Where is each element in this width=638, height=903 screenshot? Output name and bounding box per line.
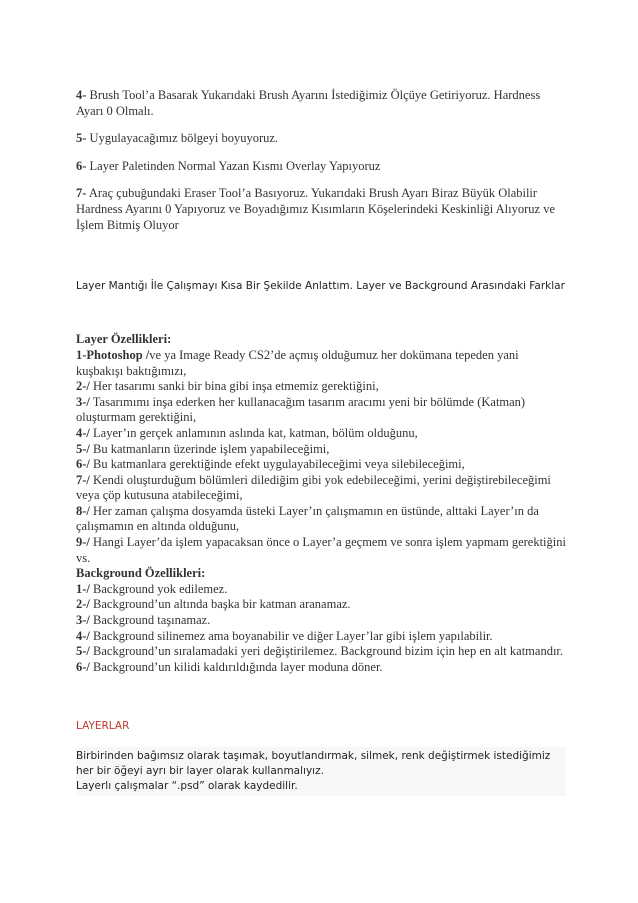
item-number: 9-/ [76, 535, 90, 550]
background-features-heading: Background Özellikleri: [76, 566, 206, 581]
item-text: Kendi oluşturduğum bölümleri dilediğim gibi yok edebileceğimi, yerini değiştirebileceğimi veya çöp kutusuna atabileceğimi, [76, 472, 551, 503]
background-feature-item [76, 660, 566, 676]
item-text: Tasarımımı inşa ederken her kullanacağım tasarım aracımı yeni bir bölümde (Katman) oluşturmam gerektiğini, [76, 394, 526, 425]
step-item [76, 88, 566, 119]
item-number: 5-/ [76, 644, 90, 659]
step-text: Araç çubuğundaki Eraser Tool’a Basıyoruz. Yukarıdaki Brush Ayarı Biraz Büyük Olabilir Hardness Ayarını 0 Yapıyoruz ve Boyadığımız Kısımların Köşelerindeki Keskinliği Alıyoruz ve İşlem Bitmiş Oluyor [76, 186, 555, 232]
step-text: Brush Tool’a Basarak Yukarıdaki Brush Ayarını İstediğimiz Ölçüye Getiriyoruz. Hardness Ayarı 0 Olmalı. [76, 88, 541, 118]
item-text: Background taşınamaz. [93, 613, 211, 628]
item-number: 6-/ [76, 659, 90, 674]
item-number: 1-Photoshop / [76, 347, 150, 362]
step-item [76, 186, 566, 233]
background-feature-item [76, 613, 566, 629]
layer-feature-item [76, 473, 566, 504]
item-number: 6-/ [76, 457, 90, 472]
layer-feature-item [76, 348, 566, 379]
item-number: 2-/ [76, 379, 90, 394]
item-number: 4-/ [76, 425, 90, 440]
item-text: Layer’ın gerçek anlamının aslında kat, katman, bölüm olduğunu, [93, 425, 418, 440]
layer-feature-item [76, 395, 566, 426]
item-number: 1-/ [76, 581, 90, 596]
step-item [76, 159, 566, 175]
step-text: Layer Paletinden Normal Yazan Kısmı Overlay Yapıyoruz [89, 158, 381, 173]
step-number: 4- [76, 88, 87, 102]
layerlar-heading: LAYERLAR [76, 720, 130, 733]
item-text: Bu katmanların üzerinde işlem yapabileceğimi, [93, 441, 330, 456]
layerlar-section [76, 719, 566, 796]
layer-feature-item [76, 379, 566, 395]
item-text: Her tasarımı sanki bir bina gibi inşa etmemiz gerektiğini, [93, 379, 379, 394]
item-text: ve ya Image Ready CS2’de açmış olduğumuz her dokümana tepeden yani kuşbakışı baktığımızı, [76, 347, 519, 378]
item-text: Background’un sıralamadaki yeri değiştirilemez. Background bizim için hep en alt katmandır. [93, 644, 564, 659]
step-item [76, 131, 566, 147]
item-text: Background silinemez ama boyanabilir ve diğer Layer’lar gibi işlem yapılabilir. [93, 628, 493, 643]
layer-feature-item [76, 426, 566, 442]
item-text: Background’un altında başka bir katman aranamaz. [93, 597, 351, 612]
item-text: Bu katmanlara gerektiğinde efekt uygulayabileceğimi veya silebileceğimi, [93, 457, 465, 472]
item-text: Hangi Layer’da işlem yapacaksan önce o Layer’a geçmem ve sonra işlem yapmam gerektiğini vs. [76, 535, 566, 565]
item-number: 4-/ [76, 628, 90, 643]
document-page [76, 88, 566, 796]
background-feature-item [76, 629, 566, 645]
item-number: 5-/ [76, 441, 90, 456]
item-text: Background’un kilidi kaldırıldığında layer moduna döner. [93, 659, 383, 674]
layer-feature-item [76, 442, 566, 458]
item-number: 2-/ [76, 597, 90, 612]
layer-feature-item [76, 535, 566, 566]
layerlar-box [76, 747, 566, 797]
step-number: 7- [76, 186, 87, 201]
steps-block [76, 88, 566, 233]
step-number: 5- [76, 131, 87, 146]
step-number: 6- [76, 158, 87, 173]
layerlar-line: Layerlı çalışmalar “.psd” olarak kaydedilir. [76, 780, 298, 793]
intro-paragraph: Layer Mantığı İle Çalışmayı Kısa Bir Şekilde Anlattım. Layer ve Background Arasındaki Farklar [76, 280, 565, 293]
layerlar-line: Birbirinden bağımsız olarak taşımak, boyutlandırmak, silmek, renk değiştirmek istediğimiz her bir öğeyi ayrı bir layer olarak kullanmalıyız. [76, 749, 551, 777]
layer-features-section [76, 332, 566, 675]
layer-features-heading: Layer Özellikleri: [76, 332, 172, 347]
item-text: Her zaman çalışma dosyamda üsteki Layer’ın çalışmamın en üstünde, alttaki Layer’ın da çalışmamın en altında olduğunu, [76, 503, 539, 534]
layer-feature-item [76, 457, 566, 473]
layer-feature-item [76, 504, 566, 535]
item-number: 8-/ [76, 503, 90, 518]
step-text: Uygulayacağımız bölgeyi boyuyoruz. [89, 131, 279, 146]
background-feature-item [76, 582, 566, 598]
background-feature-item [76, 597, 566, 613]
item-number: 3-/ [76, 394, 90, 409]
item-text: Background yok edilemez. [93, 581, 228, 596]
item-number: 3-/ [76, 613, 90, 628]
item-number: 7-/ [76, 472, 90, 487]
background-feature-item [76, 644, 566, 660]
